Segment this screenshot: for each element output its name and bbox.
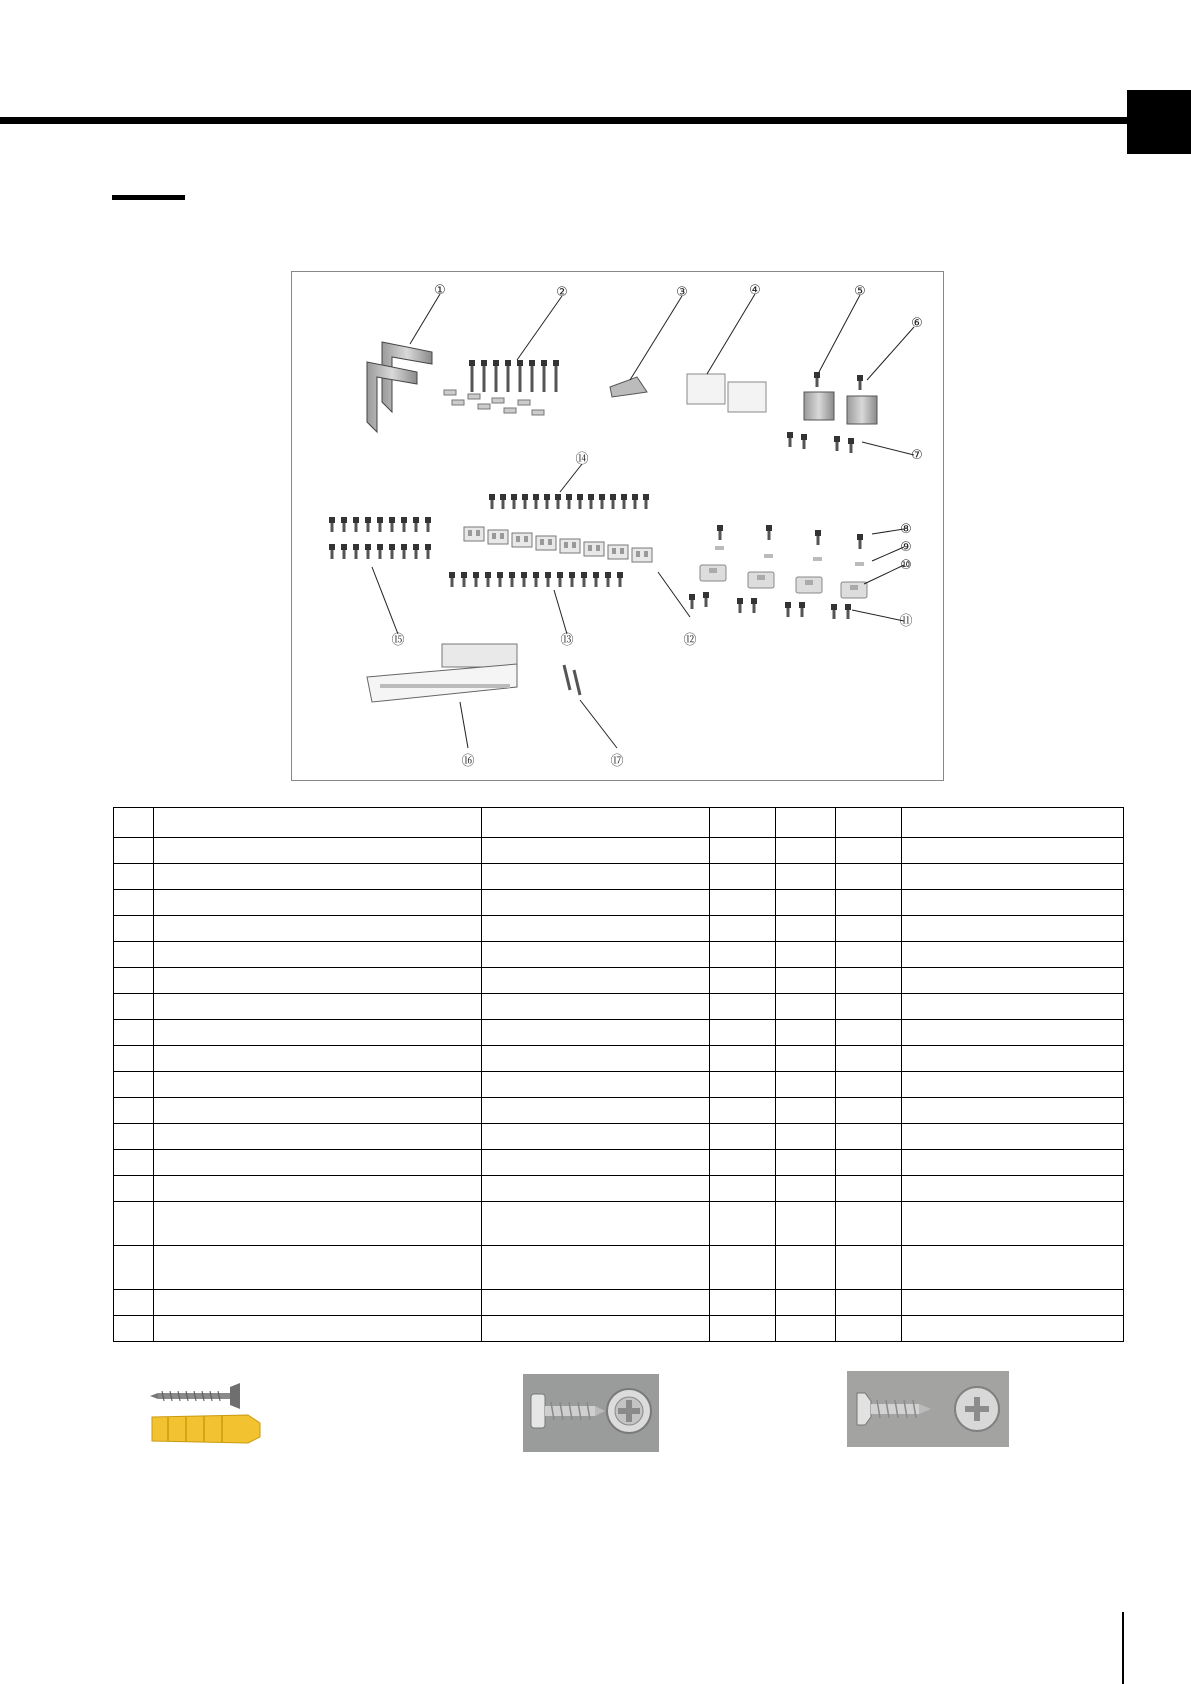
table-cell (776, 890, 836, 916)
table-cell (482, 1316, 710, 1342)
table-cell (902, 808, 1124, 838)
callout-14: ⑭ (575, 452, 589, 467)
table-cell (836, 838, 902, 864)
table-row (114, 864, 1124, 890)
callout-1: ① (434, 283, 446, 298)
table-cell (114, 808, 154, 838)
table-cell (482, 916, 710, 942)
table-cell (710, 864, 776, 890)
parts-table (113, 807, 1124, 1342)
table-cell (776, 1290, 836, 1316)
table-cell (482, 1124, 710, 1150)
table-cell (836, 942, 902, 968)
table-cell (902, 1150, 1124, 1176)
header-rule (0, 117, 1130, 124)
parts-diagram-drawing (292, 272, 943, 780)
table-cell (114, 1246, 154, 1290)
table-cell (902, 890, 1124, 916)
table-cell (482, 864, 710, 890)
table-cell (482, 942, 710, 968)
table-cell (154, 1176, 482, 1202)
callout-12: ⑫ (683, 633, 697, 648)
table-cell (154, 916, 482, 942)
table-cell (776, 1316, 836, 1342)
table-cell (776, 1202, 836, 1246)
table-cell (482, 1020, 710, 1046)
callout-8: ⑧ (900, 522, 912, 537)
table-cell (836, 1316, 902, 1342)
table-cell (154, 1246, 482, 1290)
bolt-grid (329, 517, 431, 559)
table-cell (114, 1124, 154, 1150)
table-cell (836, 968, 902, 994)
table-cell (114, 1150, 154, 1176)
section-heading-mark (112, 195, 185, 200)
table-cell (154, 968, 482, 994)
callout-3: ③ (676, 285, 688, 300)
table-cell (710, 968, 776, 994)
phillips-head-icon (955, 1387, 999, 1431)
callout-15: ⑮ (391, 633, 405, 648)
table-cell (776, 808, 836, 838)
pin-pair (564, 665, 580, 695)
table-row (114, 890, 1124, 916)
table-cell (710, 1316, 776, 1342)
callout-5: ⑤ (854, 284, 866, 299)
table-cell (836, 1176, 902, 1202)
table-cell (114, 1098, 154, 1124)
washer-head-screw-photo (523, 1374, 659, 1452)
table-cell (114, 838, 154, 864)
block-assembly-set (689, 525, 867, 619)
screw-row (449, 572, 623, 587)
table-cell (154, 1098, 482, 1124)
clip-row (464, 527, 652, 562)
table-cell (902, 916, 1124, 942)
clamp-bracket-set (804, 372, 877, 424)
table-row (114, 1124, 1124, 1150)
table-cell (154, 1290, 482, 1316)
table-cell (114, 994, 154, 1020)
table-cell (836, 890, 902, 916)
table-cell (482, 1176, 710, 1202)
table-cell (114, 890, 154, 916)
table-cell (154, 1316, 482, 1342)
table-cell (776, 1072, 836, 1098)
mounting-tray (367, 644, 517, 702)
table-cell (836, 1124, 902, 1150)
table-cell (482, 994, 710, 1020)
table-cell (710, 994, 776, 1020)
table-cell (902, 942, 1124, 968)
table-cell (154, 838, 482, 864)
table-cell (902, 1176, 1124, 1202)
table-cell (836, 808, 902, 838)
table-cell (482, 1098, 710, 1124)
table-cell (836, 864, 902, 890)
table-row (114, 1246, 1124, 1290)
callout-13: ⑬ (560, 633, 574, 648)
table-cell (776, 1046, 836, 1072)
table-cell (482, 890, 710, 916)
table-cell (482, 1046, 710, 1072)
table-cell (776, 1124, 836, 1150)
table-cell (154, 890, 482, 916)
table-cell (776, 968, 836, 994)
table-cell (776, 1246, 836, 1290)
table-cell (710, 916, 776, 942)
table-cell (836, 1290, 902, 1316)
table-cell (836, 916, 902, 942)
table-row (114, 1020, 1124, 1046)
l-bracket-pair (367, 342, 432, 432)
table-cell (154, 942, 482, 968)
table-cell (710, 1124, 776, 1150)
table-cell (114, 1316, 154, 1342)
table-cell (902, 1290, 1124, 1316)
table-cell (154, 1072, 482, 1098)
table-cell (710, 1290, 776, 1316)
table-cell (902, 1046, 1124, 1072)
table-cell (710, 1176, 776, 1202)
table-row (114, 1098, 1124, 1124)
table-cell (154, 994, 482, 1020)
table-cell (710, 1150, 776, 1176)
table-cell (776, 864, 836, 890)
table-row (114, 994, 1124, 1020)
table-cell (902, 1316, 1124, 1342)
table-row (114, 942, 1124, 968)
table-cell (710, 1046, 776, 1072)
table-cell (114, 1020, 154, 1046)
table-cell (902, 968, 1124, 994)
screw-and-wall-anchor-photo (148, 1375, 266, 1447)
table-cell (836, 1150, 902, 1176)
callout-7: ⑦ (911, 448, 923, 463)
callout-9: ⑨ (900, 540, 912, 555)
table-row (114, 1046, 1124, 1072)
wall-anchor-icon (152, 1415, 260, 1443)
table-cell (154, 1150, 482, 1176)
table-cell (902, 1124, 1124, 1150)
table-cell (836, 1202, 902, 1246)
phillips-head-icon (607, 1389, 651, 1433)
table-cell (836, 1020, 902, 1046)
table-cell (710, 1246, 776, 1290)
table-cell (710, 808, 776, 838)
wedge-part (610, 377, 647, 397)
table-cell (114, 1290, 154, 1316)
parts-table-body (114, 808, 1124, 1342)
table-cell (154, 1202, 482, 1246)
table-cell (710, 1202, 776, 1246)
table-cell (776, 916, 836, 942)
table-cell (776, 838, 836, 864)
chapter-tab (1127, 90, 1191, 154)
table-row (114, 1176, 1124, 1202)
table-cell (154, 1020, 482, 1046)
table-cell (836, 1072, 902, 1098)
callout-2: ② (556, 285, 568, 300)
callout-4: ④ (749, 283, 761, 298)
table-cell (902, 994, 1124, 1020)
table-row (114, 968, 1124, 994)
table-cell (776, 1098, 836, 1124)
table-cell (836, 1046, 902, 1072)
table-row (114, 916, 1124, 942)
table-cell (776, 1020, 836, 1046)
callout-11: ⑪ (899, 614, 913, 629)
bolt-row (489, 494, 649, 509)
table-cell (710, 838, 776, 864)
table-cell (482, 1072, 710, 1098)
table-cell (902, 838, 1124, 864)
callout-17: ⑰ (610, 754, 624, 769)
page-number-rule (1122, 1612, 1124, 1684)
table-cell (482, 1150, 710, 1176)
rail-pair (687, 374, 766, 412)
table-header-row (114, 808, 1124, 838)
table-cell (902, 1246, 1124, 1290)
callout-labels (391, 283, 922, 769)
table-cell (902, 1072, 1124, 1098)
table-row (114, 1290, 1124, 1316)
table-cell (776, 942, 836, 968)
table-cell (902, 1020, 1124, 1046)
small-screw-set (787, 432, 854, 453)
table-cell (154, 808, 482, 838)
table-cell (710, 1020, 776, 1046)
table-cell (482, 1202, 710, 1246)
expansion-bolt-set (444, 360, 559, 415)
table-cell (482, 1246, 710, 1290)
table-cell (902, 1098, 1124, 1124)
table-cell (154, 1124, 482, 1150)
table-cell (776, 994, 836, 1020)
callout-6: ⑥ (911, 316, 923, 331)
table-cell (154, 864, 482, 890)
table-cell (482, 1290, 710, 1316)
table-row (114, 1150, 1124, 1176)
table-cell (836, 1246, 902, 1290)
parts-diagram (291, 271, 944, 781)
table-cell (710, 1072, 776, 1098)
table-cell (902, 1202, 1124, 1246)
table-cell (482, 838, 710, 864)
table-row (114, 1316, 1124, 1342)
table-cell (776, 1176, 836, 1202)
table-cell (114, 1046, 154, 1072)
table-cell (482, 808, 710, 838)
table-cell (114, 1202, 154, 1246)
table-cell (710, 890, 776, 916)
callout-16: ⑯ (461, 754, 475, 769)
table-cell (710, 942, 776, 968)
table-cell (114, 864, 154, 890)
table-cell (114, 968, 154, 994)
table-cell (836, 1098, 902, 1124)
table-cell (154, 1046, 482, 1072)
callout-10: ⑩ (900, 558, 912, 573)
table-cell (710, 1098, 776, 1124)
table-cell (902, 864, 1124, 890)
table-cell (114, 1176, 154, 1202)
table-cell (776, 1150, 836, 1176)
countersunk-screw-photo (847, 1371, 1009, 1447)
table-row (114, 1202, 1124, 1246)
table-row (114, 838, 1124, 864)
table-cell (114, 942, 154, 968)
table-cell (482, 968, 710, 994)
table-cell (836, 994, 902, 1020)
table-cell (114, 916, 154, 942)
table-row (114, 1072, 1124, 1098)
table-cell (114, 1072, 154, 1098)
